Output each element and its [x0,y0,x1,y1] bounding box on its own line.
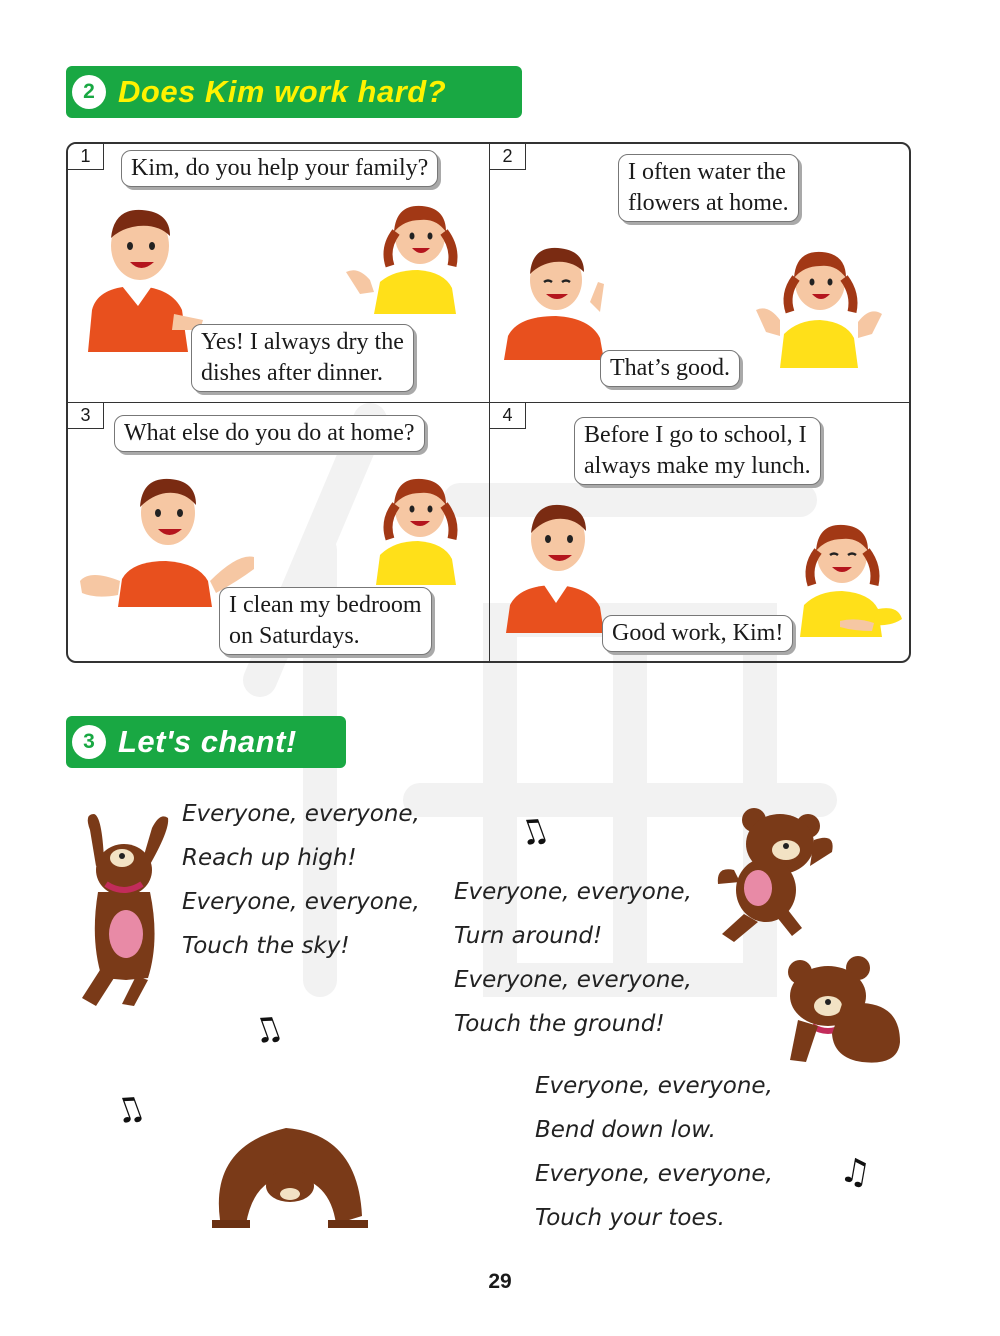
chant-line: Everyone, everyone, [535,1161,773,1187]
speech-bubble [602,615,793,652]
chant-line: Everyone, everyone, [454,967,692,993]
bubble-line: always make my lunch. [584,453,811,479]
girl-illustration [786,513,910,637]
girl-illustration [370,473,470,585]
bubble-line: I often water the [628,159,786,185]
speech-bubble [191,324,414,392]
chant-line: Touch your toes. [535,1205,725,1231]
panel-4-number: 4 [490,403,526,429]
bear-reaching-up-illustration [76,810,172,1006]
bubble-line: I clean my bedroom [229,592,422,618]
bubble-line: What else do you do at home? [124,420,415,446]
chant-line: Bend down low. [535,1117,716,1143]
bear-turning-around-illustration [714,804,838,944]
comic-strip [66,142,911,663]
girl-illustration [344,196,472,314]
chant-line: Touch the sky! [182,933,350,959]
chant-line: Everyone, everyone, [535,1073,773,1099]
section-2-header [66,66,522,118]
boy-illustration [504,493,614,633]
chant-line: Touch the ground! [454,1011,665,1037]
chant-line: Everyone, everyone, [182,889,420,915]
music-note-icon: ♫ [246,1005,289,1055]
music-note-icon: ♫ [836,1149,874,1195]
section-2-number: 2 [72,75,106,109]
chant-line: Everyone, everyone, [182,801,420,827]
bear-touching-ground-illustration [782,956,904,1068]
comic-panel-1 [68,144,490,403]
bubble-line: on Saturdays. [229,623,360,649]
boy-illustration [78,202,208,360]
section-3-title: Let's chant! [118,724,297,759]
speech-bubble [121,150,438,187]
speech-bubble [219,587,432,655]
speech-bubble [114,415,425,452]
chant-line: Reach up high! [182,845,357,871]
comic-panel-4 [490,403,911,662]
speech-bubble [574,417,821,485]
chant-verse-3 [535,1064,773,1240]
section-3-header [66,716,346,768]
bubble-line: Before I go to school, I [584,422,807,448]
comic-panel-2 [490,144,911,403]
panel-3-number: 3 [68,403,104,429]
panel-2-number: 2 [490,144,526,170]
chant-verse-2 [454,870,692,1046]
boy-illustration [500,242,620,360]
bubble-line: dishes after dinner. [201,360,383,386]
chant-line: Everyone, everyone, [454,879,692,905]
chant-verse-1 [182,792,420,968]
chant-line: Turn around! [454,923,603,949]
bear-bending-down-illustration [206,1120,370,1228]
bubble-line: Good work, Kim! [612,620,784,646]
section-2-title: Does Kim work hard? [118,74,447,109]
music-note-icon: ♫ [108,1085,151,1135]
speech-bubble [618,154,799,222]
bubble-line: flowers at home. [628,190,789,216]
music-note-icon: ♫ [512,807,555,857]
girl-illustration [754,240,884,368]
comic-panel-3 [68,403,490,662]
section-3-number: 3 [72,725,106,759]
speech-bubble [600,350,740,387]
bubble-line: That’s good. [610,355,730,381]
page-number: 29 [488,1270,512,1293]
panel-1-number: 1 [68,144,104,170]
bubble-line: Yes! I always dry the [201,329,404,355]
bubble-line: Kim, do you help your family? [131,155,429,181]
